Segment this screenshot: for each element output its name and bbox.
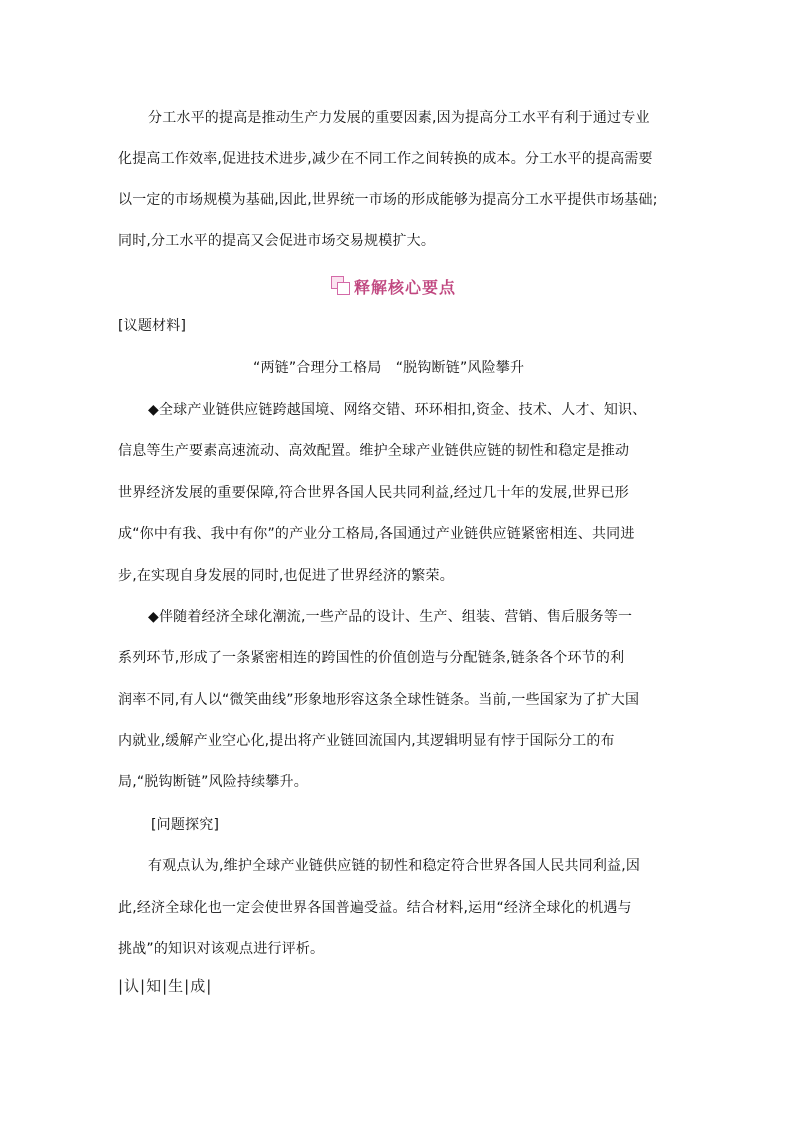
paragraph2-line-3: 润率不同,有人以“微笑曲线”形象地形容这条全球性链条。当前,一些国家为了扩大国 [118,692,640,708]
paragraph2-line-4: 内就业,缓解产业空心化,提出将产业链回流国内,其逻辑明显有悖于国际分工的布 [118,733,615,749]
section-heading-text: 释解核心要点 [354,277,457,297]
inquiry-label: [问题探究] [151,817,220,833]
section-heading [330,272,456,300]
paragraph2-line-1: ◆伴随着经济全球化潮流,一些产品的设计、生产、组装、营销、售后服务等一 [148,609,633,625]
paragraph1-line-5: 步,在实现自身发展的同时,也促进了世界经济的繁荣。 [118,568,454,584]
intro-line-3: 以一定的市场规模为基础,因此,世界统一市场的形成能够为提高分工水平提供市场基础; [118,192,658,208]
paragraph1-line-4: 成“你中有我、我中有你”的产业分工格局,各国通过产业链供应链紧密相连、共同进 [118,526,635,542]
question-line-2: 此,经济全球化也一定会使世界各国普遍受益。结合材料,运用“经济全球化的机遇与 [118,900,632,916]
material-label: [议题材料] [118,318,187,334]
intro-line-1: 分工水平的提高是推动生产力发展的重要因素,因为提高分工水平有利于通过专业 [148,110,650,126]
paragraph1-line-1: ◆全球产业链供应链跨越国境、网络交错、环环相扣,资金、技术、人才、知识、 [148,402,647,418]
intro-line-4: 同时,分工水平的提高又会促进市场交易规模扩大。 [118,233,436,249]
material-title: “两链”合理分工格局 “脱钩断链”风险攀升 [253,360,525,376]
question-line-1: 有观点认为,维护全球产业链供应链的韧性和稳定符合世界各国人民共同利益,因 [148,858,641,874]
paragraph2-line-2: 系列环节,形成了一条紧密相连的跨国性的价值创造与分配链条,链条各个环节的利 [118,650,625,666]
paragraph1-line-3: 世界经济发展的重要保障,符合世界各国人民共同利益,经过几十年的发展,世界已形 [118,485,629,501]
intro-line-2: 化提高工作效率,促进技术进步,减少在不同工作之间转换的成本。分工水平的提高需要 [118,151,653,167]
paragraph2-line-5: 局,“脱钩断链”风险持续攀升。 [118,774,308,790]
paragraph1-line-2: 信息等生产要素高速流动、高效配置。维护全球产业链供应链的韧性和稳定是推动 [118,443,630,459]
generation-label: |认|知|生|成| [118,977,213,995]
question-line-3: 挑战”的知识对该观点进行评析。 [118,941,325,957]
overlap-squares-icon [330,275,352,297]
